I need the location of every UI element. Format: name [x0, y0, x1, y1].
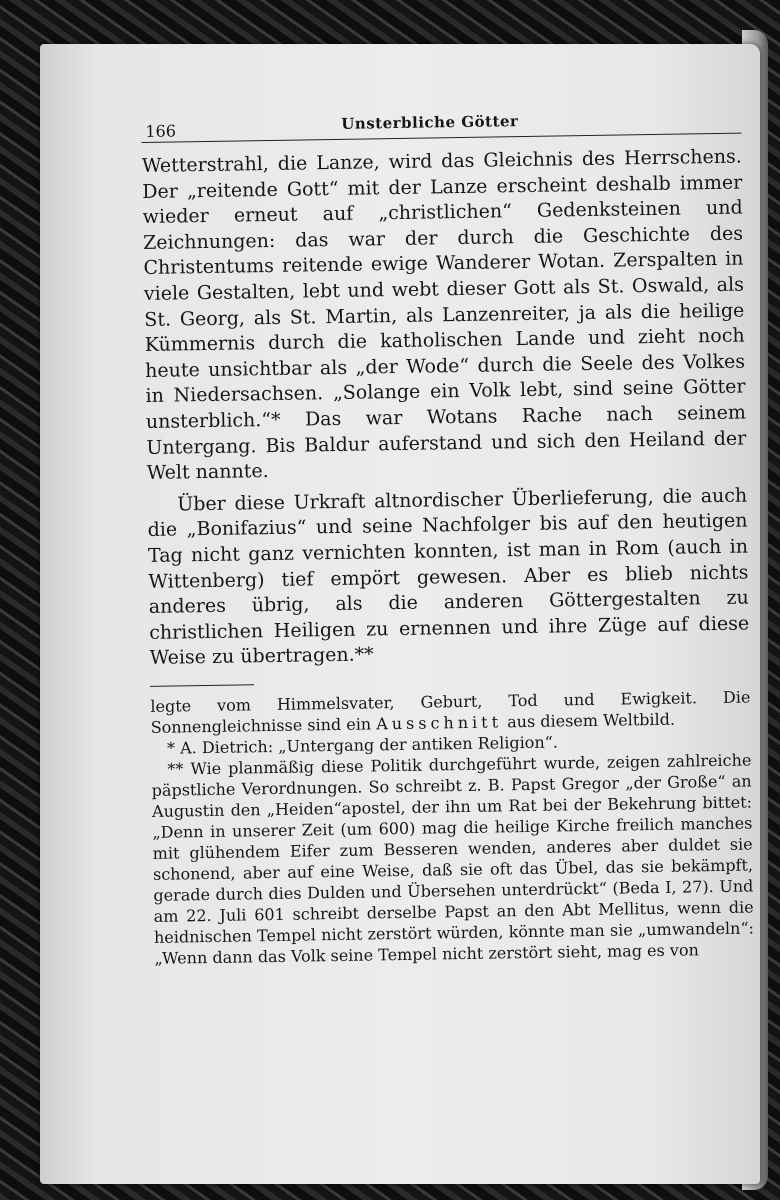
- footnote-1: * A. Dietrich: „Untergang der antiken Religion“.: [166, 732, 559, 758]
- footnote-spaced-word: Ausschnitt: [376, 712, 503, 734]
- running-head: [141, 107, 741, 143]
- book-page: [40, 44, 760, 1184]
- footnote-continuation-b: aus diesem Weltbild.: [506, 709, 676, 732]
- page-content: [140, 34, 778, 1184]
- footnote-2: ** Wie planmäßig diese Politik durchgeführt wurde, zeigen zahlreiche päpstliche Verordnungen. So schreibt z. B. Papst Gregor „der Große“ an Augustin den „Heiden“apostel, der ihn um Rat bei der Bekehrung bittet: „Denn in unserer Zeit (um 600) mag die heilige Kirche freilich manches mit glühendem Eifer zum Besseren wenden, anderes aber duldet sie schonend, aber auf eine Weise, daß sie oft das Übel, das sie bekämpft, gerade durch dies Dulden und Übersehen unterdrückt“ (Beda I, 27). Und am 22. Juli 601 schreibt derselbe Papst an den Abt Mellitus, wenn die heidnischen Tempel nicht zerstört würden, könnte man sie „umwandeln“: „Wenn dann das Volk seine Tempel nicht zerstört sieht, mag es von: [151, 750, 755, 968]
- footnote-divider: [150, 684, 254, 687]
- page-number: 166: [145, 121, 177, 141]
- paragraph-1: Wetterstrahl, die Lanze, wird das Gleichnis des Herrschens. Der „reitende Gott“ mit der Lanze erscheint deshalb immer wieder erneut auf „christlichen“ Gedenksteinen und Zeichnungen: das war der durch die Geschichte des Christentums reitende ewige Wanderer Wotan. Zerspalten in viele Gestalten, lebt und webt dieser Gott als St. Oswald, als St. Georg, als St. Martin, als Lanzenreiter, ja als die heilige Kümmernis durch die katholischen Lande und zieht noch heute unsichtbar als „der Wode“ durch die Seele des Volkes in Niedersachsen. „Solange ein Volk lebt, sind seine Götter unsterblich.“* Das war Wotans Rache nach seinem Untergang. Bis Baldur auferstand und sich den Heiland der Welt nannte.: [141, 145, 747, 485]
- footnote-continuation-a: legte vom Himmelsvater, Geburt, Tod und Ewigkeit. Die Sonnengleichnisse sind ein: [150, 687, 751, 737]
- body-text: [142, 145, 750, 672]
- running-title: Unsterbliche Götter: [341, 112, 519, 133]
- paragraph-2: Über diese Urkraft altnordischer Überlieferung, die auch die „Bonifazius“ und seine Nachfolger bis auf den heutigen Tag nicht ganz vernichten konnten, ist man in Rom (auch in Wittenberg) tief empört gewesen. Aber es blieb nichts anderes übrig, als die anderen Göttergestalten zu christlichen Heiligen zu ernennen und ihre Züge auf diese Weise zu übertragen.**: [147, 484, 750, 670]
- footnotes: [150, 686, 754, 968]
